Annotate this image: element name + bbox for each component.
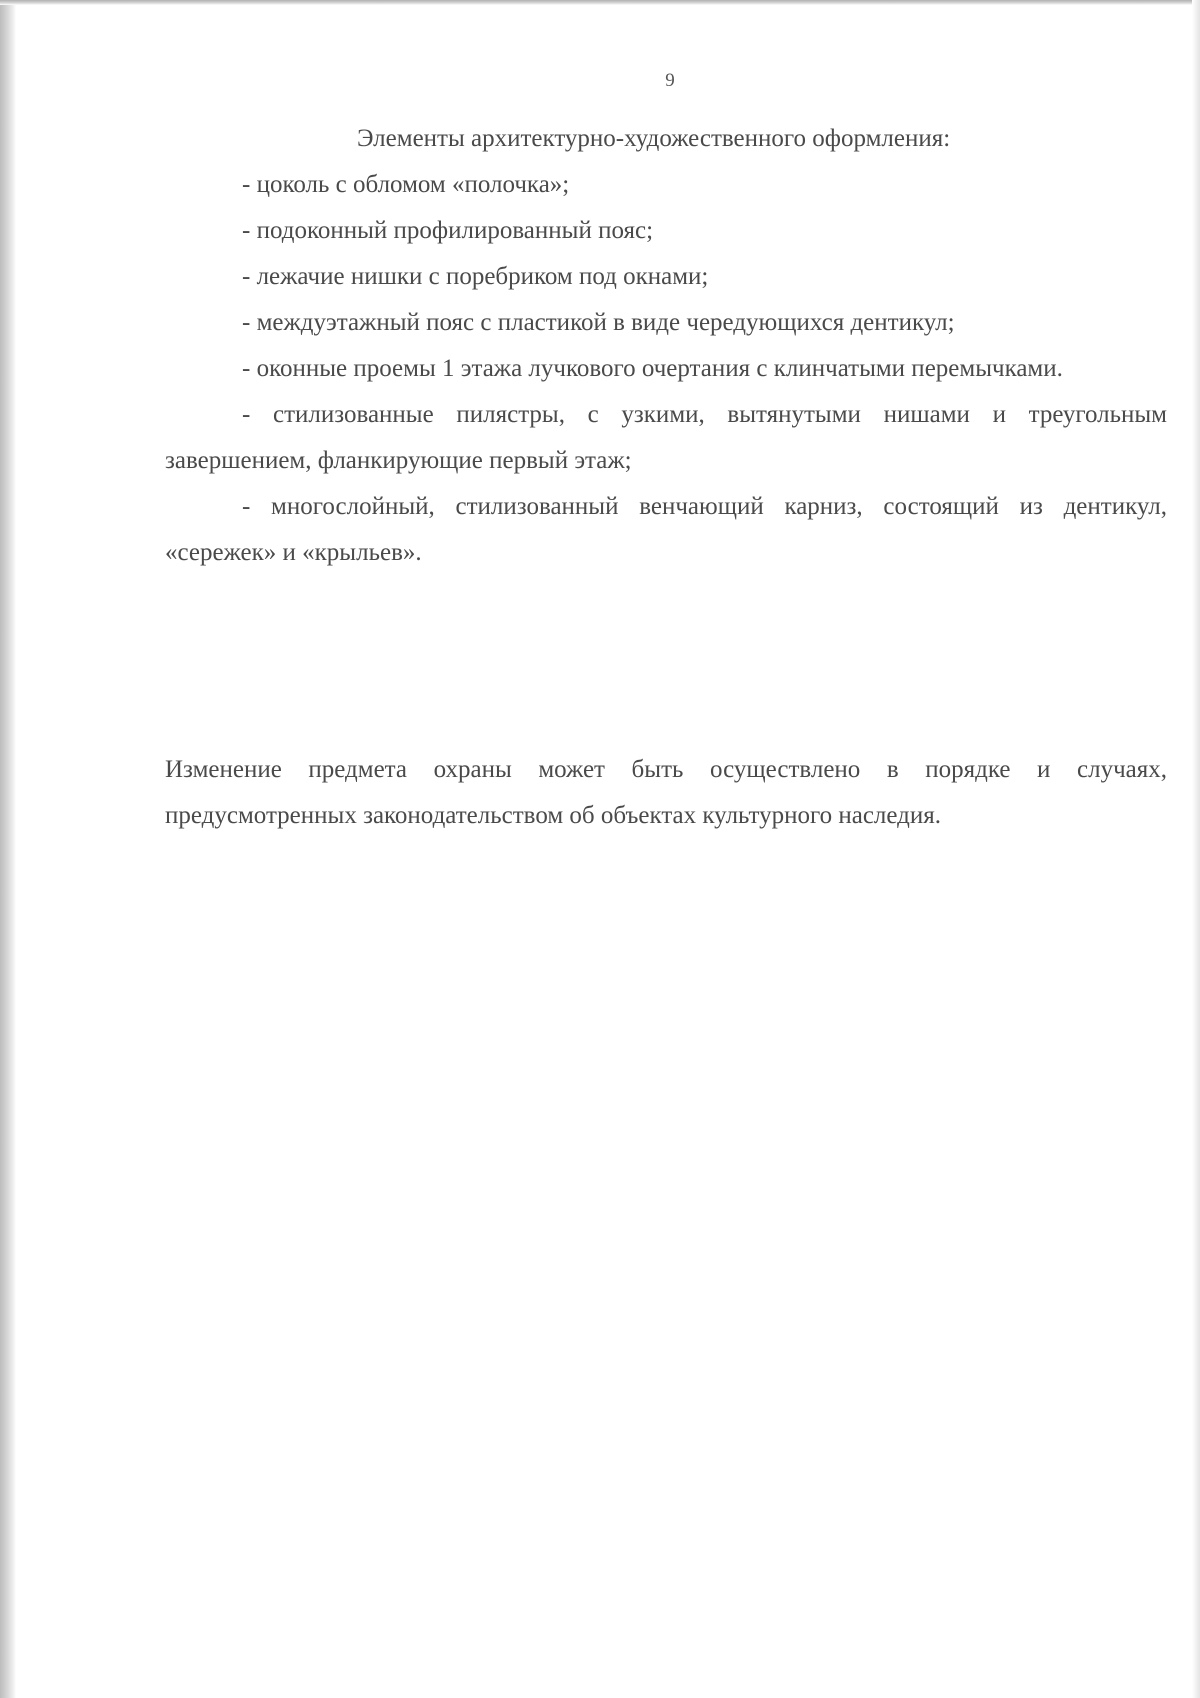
section-heading: Элементы архитектурно-художественного оформления:	[357, 125, 951, 152]
list-item: - лежачие нишки с поребриком под окнами;	[242, 263, 709, 290]
list-item: - междуэтажный пояс с пластикой в виде чередующихся дентикул;	[242, 309, 955, 336]
element-list	[165, 162, 1167, 576]
scan-edge-top	[0, 0, 1200, 5]
list-item: - многослойный, стилизованный венчающий карниз, состоящий из дентикул, «сережек» и «крыльев».	[165, 493, 1167, 566]
list-item: - подоконный профилированный пояс;	[242, 217, 654, 244]
scan-edge-right	[1192, 0, 1200, 1698]
page-number: 9	[665, 70, 675, 91]
list-item: - стилизованные пилястры, с узкими, вытянутыми нишами и треугольным завершением, фланкирующие первый этаж;	[165, 401, 1167, 474]
scan-edge-left	[0, 0, 16, 1698]
list-item: - цоколь с обломом «полочка»;	[242, 171, 570, 198]
closing-paragraph: Изменение предмета охраны может быть осуществлено в порядке и случаях, предусмотренных законодательством об объектах культурного наследия.	[165, 756, 1167, 829]
list-item: - оконные проемы 1 этажа лучкового очертания с клинчатыми перемычками.	[242, 355, 1063, 382]
